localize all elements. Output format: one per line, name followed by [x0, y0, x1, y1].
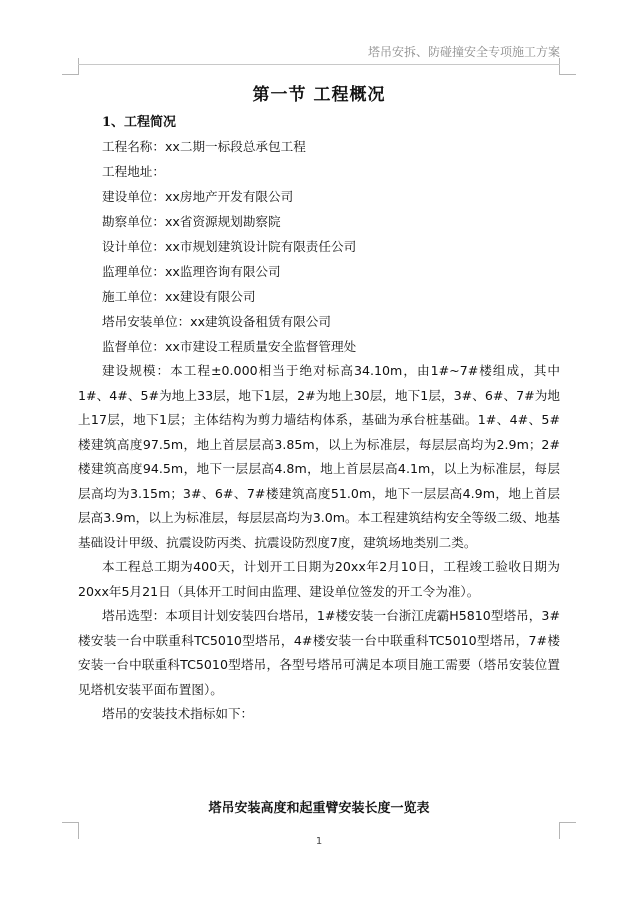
page-title: 第一节 工程概况 [252, 85, 386, 105]
info-construction-unit: 施工单位：xx建设有限公司 [102, 289, 256, 304]
info-project-address: 工程地址： [102, 164, 165, 179]
section-heading: 1、工程简况 [102, 115, 177, 130]
document-body [78, 112, 560, 727]
info-supervision-unit: 监理单位：xx监理咨询有限公司 [102, 264, 281, 279]
info-design-unit: 设计单位：xx市规划建筑设计院有限责任公司 [102, 239, 357, 254]
info-project-name: 工程名称：xx二期一标段总承包工程 [102, 139, 306, 154]
crop-mark-top-right [559, 58, 576, 75]
table-title: 塔吊安装高度和起重臂安装长度一览表 [208, 801, 430, 816]
info-monitoring-unit: 监督单位：xx市建设工程质量安全监督管理处 [102, 339, 357, 354]
crop-mark-top-left [62, 58, 79, 75]
paragraph-crane-selection: 塔吊选型：本项目计划安装四台塔吊，1#楼安装一台浙江虎霸H5810型塔吊，3#楼安装一台中联重科TC5010型塔吊，4#楼安装一台中联重科TC5010型塔吊，7#楼安装一台中联重科TC5010型塔吊，各型号塔吊可满足本项目施工需要（塔吊安装位置见塔机安装平面布置图）。 [78, 608, 560, 697]
paragraph-schedule: 本工程总工期为400天，计划开工日期为20xx年2月10日，工程竣工验收日期为20xx年5月21日（具体开工时间由监理、建设单位签发的开工令为准）。 [78, 559, 560, 599]
info-survey-unit: 勘察单位：xx省资源规划勘察院 [102, 214, 281, 229]
info-owner: 建设单位：xx房地产开发有限公司 [102, 189, 294, 204]
running-header [78, 44, 560, 65]
running-header-text: 塔吊安拆、防碰撞安全专项施工方案 [367, 45, 560, 59]
info-crane-installer: 塔吊安装单位：xx建筑设备租赁有限公司 [102, 314, 331, 329]
paragraph-construction-scale: 建设规模：本工程±0.000相当于绝对标高34.10m，由1#~7#楼组成，其中1#、4#、5#为地上33层，地下1层，2#为地上30层，地下1层，3#、6#、7#为地上17层，地下1层；主体结构为剪力墙结构体系，基础为承台桩基础。1#、4#、5#楼建筑高度97.5m，地上首层层高3.85m，以上为标准层，每层层高均为2.9m；2#楼建筑高度94.5m，地下一层层高4.8m，地上首层层高4.1m，以上为标准层，每层层高均为3.15m；3#、6#、7#楼建筑高度51.0m，地下一层层高4.9m，地上首层层高3.9m，以上为标准层，每层层高均为3.0m。本工程建筑结构安全等级二级、地基基础设计甲级、抗震设防丙类、抗震设防烈度7度，建筑场地类别二类。 [78, 363, 560, 550]
page-number: 1 [315, 836, 323, 847]
paragraph-tech-intro: 塔吊的安装技术指标如下： [102, 706, 254, 721]
